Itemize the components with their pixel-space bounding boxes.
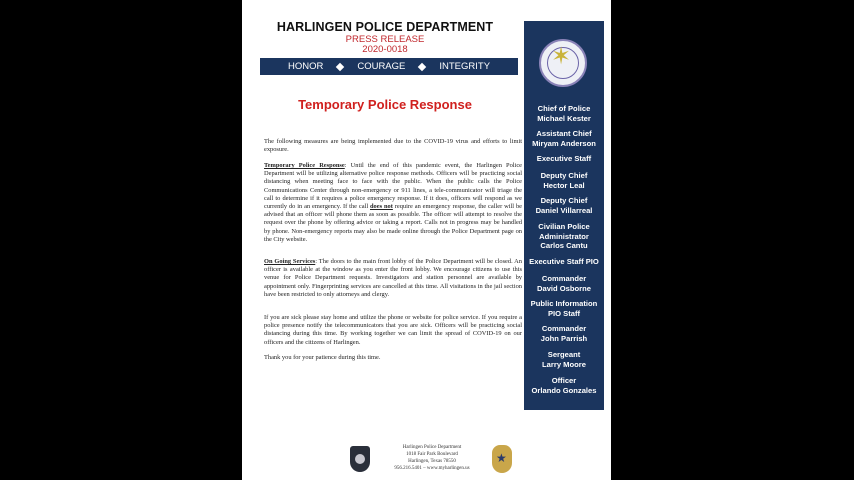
department-name: HARLINGEN POLICE DEPARTMENT — [276, 20, 494, 34]
section-temporary-response — [264, 162, 522, 244]
staff-entry: Sergeant Larry Moore — [542, 350, 586, 369]
section-heading: On Going Services — [264, 258, 316, 265]
press-release-page — [242, 0, 611, 480]
staff-entry: Commander David Osborne — [536, 274, 591, 293]
value-courage: COURAGE — [357, 61, 406, 72]
release-number: 2020-0018 — [362, 44, 408, 55]
value-integrity: INTEGRITY — [439, 61, 491, 72]
staff-entry: Deputy Chief Daniel Villarreal — [535, 196, 593, 215]
value-honor: HONOR — [287, 61, 324, 72]
section-ongoing-services — [264, 258, 522, 299]
staff-entry: Officer Orlando Gonzales — [531, 376, 597, 395]
police-patch-icon — [350, 446, 370, 472]
intro-paragraph: The following measures are being implemented due to the COVID-19 virus and efforts to limit exposure. — [264, 138, 522, 154]
staff-entry: Executive Staff PIO — [529, 257, 599, 266]
staff-entry: Assistant Chief Miryam Anderson — [532, 129, 596, 148]
staff-entry: Public Information PIO Staff — [530, 299, 598, 318]
association-seal-icon: ✶ — [539, 39, 587, 87]
section-heading: Temporary Police Response — [264, 162, 345, 169]
diamond-icon — [418, 62, 426, 70]
staff-entry: Executive Staff — [536, 154, 592, 163]
staff-entry: Commander John Parrish — [540, 324, 588, 343]
document-title: Temporary Police Response — [298, 97, 472, 112]
staff-entry: Civilian Police Administrator Carlos Cantu — [538, 222, 590, 250]
values-bar — [260, 58, 518, 75]
staff-sidebar — [524, 21, 604, 410]
section-text: : The doors to the main front lobby of the Police Department will be closed. An officer is available at the window as you enter the front lobby. We encourage citizens to use this venue for Police Department requests. Investigators and station personnel are available by appointment only. Fingerprinting services are cancelled at this time. All visitations in the jail section have been restricted to only attorneys and clergy. — [264, 258, 522, 298]
section-text: require an emergency response, the caller will be advised that an officer will phone them as soon as possible. The officer will attempt to resolve the request over the phone by offering advice or taking a report. Calls not in progress may be handled by phone. Non-emergency reports may also be made online through the Police Department page on the City website. — [264, 203, 522, 243]
emphasis-text: does not — [370, 203, 393, 211]
police-badge-icon — [492, 445, 512, 473]
release-type: PRESS RELEASE — [345, 34, 425, 45]
footer-address: Harlingen Police Department 1018 Fair Park Boulevard Harlingen, Texas 78550 956.216.5401 – www.myharlingen.us — [394, 445, 470, 471]
staff-entry: Deputy Chief Hector Leal — [540, 171, 588, 190]
sick-guidance-paragraph: If you are sick please stay home and utilize the phone or website for police service. If you require a police presence notify the telecommunicators that you are sick. Officers will be practicing social distancing during this time. By working together we can limit the spread of COVID-19 on our officers and the citizens of Harlingen. — [264, 314, 522, 346]
staff-entry: Chief of Police Michael Kester — [537, 104, 591, 123]
closing-line: Thank you for your patience during this time. — [264, 354, 381, 361]
section-text: : Until the end of this pandemic event, the Harlingen Police Department will be utilizing alternative police response methods. Officers will be practicing social distancing when meeting face to face with the public. When the public calls the Police Communications Center through non-emergency or 911 lines, a tele-communicator will triage the call to determine if it requires a police emergency response. If it does, officers will respond as we currently do in an emergency. If the call — [264, 162, 523, 211]
diamond-icon — [336, 62, 344, 70]
